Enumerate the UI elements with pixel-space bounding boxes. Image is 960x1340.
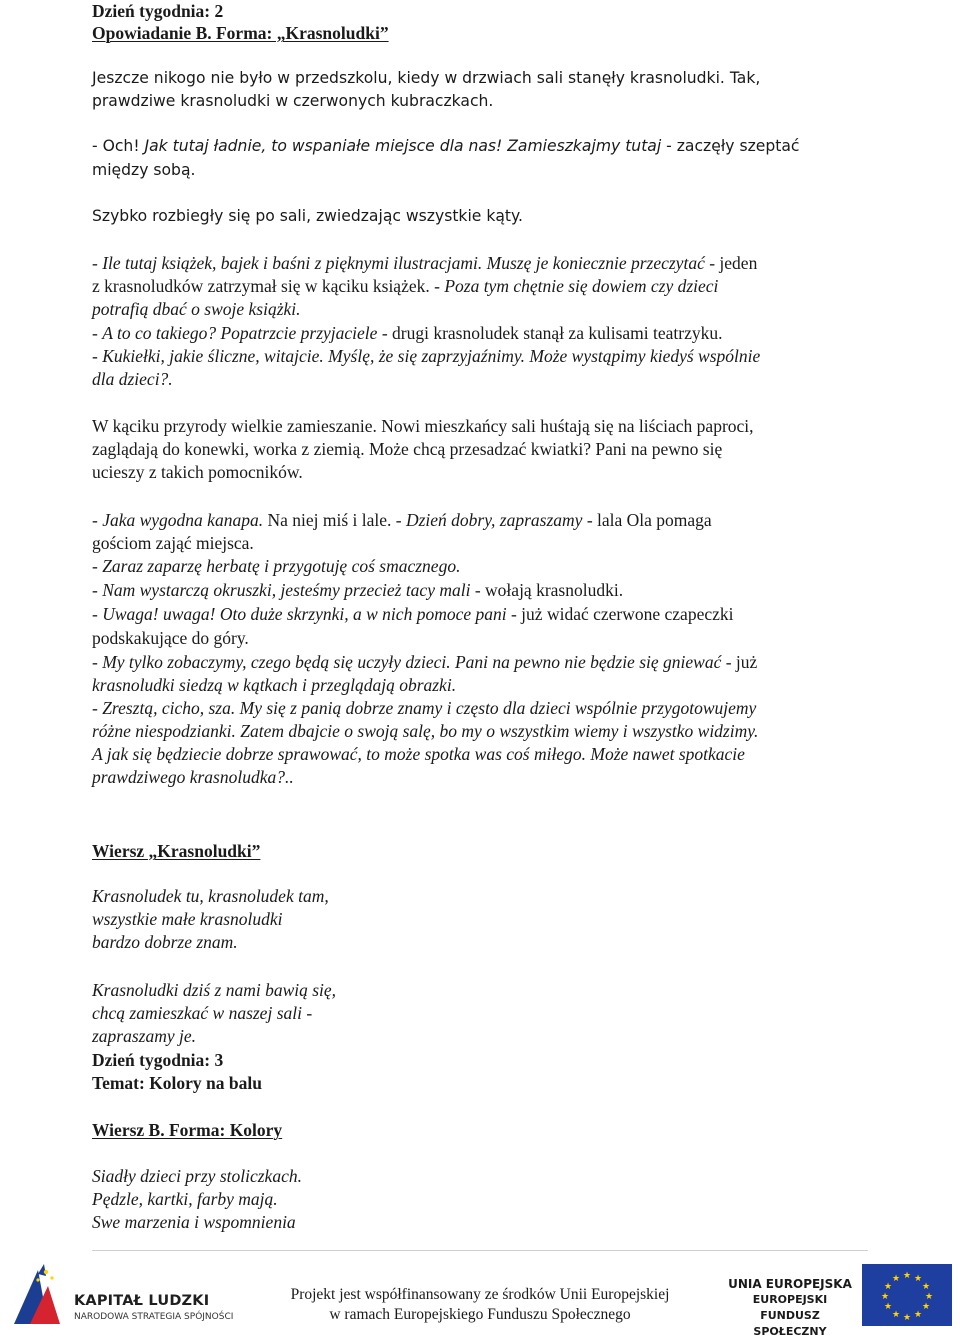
eu-fund-label <box>725 1276 855 1340</box>
day-heading-3: Dzień tygodnia: 3 <box>92 1050 224 1070</box>
kapital-ludzki-subtitle: NARODOWA STRATEGIA SPÓJNOŚCI <box>74 1312 234 1322</box>
story-text: - <box>92 604 103 624</box>
svg-text:★: ★ <box>913 1274 923 1284</box>
story-line <box>92 603 733 625</box>
story-line <box>92 509 712 531</box>
svg-text:★: ★ <box>883 1302 893 1312</box>
story-line: gościom zająć miejsca. <box>92 533 254 553</box>
svg-text:★: ★ <box>883 1282 893 1292</box>
story-text: - <box>92 698 103 718</box>
poem-line: Krasnoludki dziś z nami bawią się, <box>92 980 337 1000</box>
svg-text:★: ★ <box>924 1292 934 1302</box>
story-dialogue: Jaka wygodna kanapa. <box>102 510 264 530</box>
poem-line: Siadły dzieci przy stoliczkach. <box>92 1166 302 1186</box>
poem-line: Swe marzenia i wspomnienia <box>92 1212 296 1232</box>
funding-line: w ramach Europejskiego Funduszu Społecznego <box>329 1306 631 1323</box>
story-text: - już <box>721 652 758 672</box>
story-line: prawdziwego krasnoludka?.. <box>92 767 294 787</box>
topic-heading: Temat: Kolory na balu <box>92 1073 262 1093</box>
story-text: - <box>92 253 103 273</box>
poem-title: Wiersz B. Forma: Kolory <box>92 1120 283 1140</box>
story-line <box>92 252 757 274</box>
story-dialogue: Kukiełki, jakie śliczne, witajcie. Myślę, że się zaprzyjaźnimy. Może wystąpimy kiedyś wspólnie <box>102 346 761 366</box>
story-dialogue: My tylko zobaczymy, czego będą się uczyły dzieci. Pani na pewno nie będzie się gniewać <box>102 652 722 672</box>
svg-text:★: ★ <box>891 1274 901 1284</box>
story-line <box>92 579 623 601</box>
story-line <box>92 345 760 367</box>
poem-line: bardzo dobrze znam. <box>92 932 238 952</box>
story-line: podskakujące do góry. <box>92 628 249 648</box>
story-line: A jak się będziecie dobrze sprawować, to może spotka was coś miłego. Może nawet spotkacie <box>92 744 745 764</box>
poem-title: Wiersz „Krasnoludki” <box>92 841 261 861</box>
story-dialogue: Jak tutaj ładnie, to wspaniałe miejsce dla nas! Zamieszkajmy tutaj <box>144 137 662 155</box>
story-line: W kąciku przyrody wielkie zamieszanie. Nowi mieszkańcy sali huśtają się na liściach paproci, <box>92 416 754 436</box>
svg-text:★: ★ <box>902 1271 912 1281</box>
poem-line: Pędzle, kartki, farby mają. <box>92 1189 278 1209</box>
page-footer <box>0 1250 960 1338</box>
story-dialogue: Dzień dobry, zapraszamy <box>405 510 583 530</box>
story-text: - jeden <box>704 253 758 273</box>
story-line: zaglądają do konewki, worka z ziemią. Może chcą przesadzać kwiatki? Pani na pewno się <box>92 439 723 459</box>
story-dialogue: Zaraz zaparzę herbatę i przygotuję coś smacznego. <box>102 556 461 576</box>
story-line: różne niespodzianki. Zatem dbajcie o swoją salę, bo my o wszystkim wiemy i wszystko widzimy. <box>92 721 759 741</box>
poem-line: wszystkie małe krasnoludki <box>92 909 283 929</box>
story-dialogue: Nam wystarczą okruszki, jesteśmy przecież tacy mali <box>102 580 471 600</box>
story-line: krasnoludki siedzą w kątkach i przeglądają obrazki. <box>92 675 457 695</box>
story-text: - <box>92 580 103 600</box>
story-text: - <box>92 323 103 343</box>
story-line <box>92 322 722 344</box>
story-line: potrafią dbać o swoje książki. <box>92 299 301 319</box>
eu-label-line: UNIA EUROPEJSKA <box>728 1277 852 1291</box>
story-line: ucieszy z takich pomocników. <box>92 462 303 482</box>
svg-text:★: ★ <box>913 1310 923 1320</box>
funding-line: Projekt jest współfinansowany ze środków Unii Europejskiej <box>290 1286 670 1303</box>
poem-line: Krasnoludek tu, krasnoludek tam, <box>92 886 329 906</box>
story-line: prawdziwe krasnoludki w czerwonych kubraczkach. <box>92 92 494 110</box>
kapital-ludzki-emblem-icon <box>8 1260 66 1324</box>
story-dialogue: Ile tutaj książek, bajek i baśni z pięknymi ilustracjami. Muszę je koniecznie przeczytać <box>102 253 705 273</box>
kapital-ludzki-name: KAPITAŁ LUDZKI <box>74 1293 210 1309</box>
poem-line: zapraszamy je. <box>92 1026 197 1046</box>
story-line: dla dzieci?. <box>92 369 173 389</box>
story-line <box>92 275 718 297</box>
footer-divider <box>92 1250 868 1251</box>
story-text: - <box>92 556 103 576</box>
svg-text:★: ★ <box>880 1292 890 1302</box>
story-text: - wołają krasnoludki. <box>470 580 624 600</box>
story-dialogue: Uwaga! uwaga! Oto duże skrzynki, a w nich pomoce pani <box>102 604 507 624</box>
story-text: - <box>92 346 103 366</box>
story-text: Na niej miś i lale. - <box>263 510 406 530</box>
story-text: - zaczęły szeptać <box>661 137 800 155</box>
story-title: Opowiadanie B. Forma: „Krasnoludki” <box>92 23 389 43</box>
story-text: - drugi krasnoludek stanął za kulisami teatrzyku. <box>377 323 723 343</box>
svg-text:★: ★ <box>921 1282 931 1292</box>
svg-text:★: ★ <box>921 1302 931 1312</box>
eu-label-line: FUNDUSZ SPOŁECZNY <box>753 1309 827 1338</box>
story-line <box>92 651 757 673</box>
story-text: - <box>92 510 103 530</box>
story-text: - Och! <box>92 137 145 155</box>
svg-text:★: ★ <box>891 1310 901 1320</box>
kapital-ludzki-logo <box>8 1260 238 1328</box>
poem-line: chcą zamieszkać w naszej sali - <box>92 1003 313 1023</box>
story-text: - <box>92 652 103 672</box>
story-line <box>92 135 800 157</box>
story-line: Jeszcze nikogo nie było w przedszkolu, kiedy w drzwiach sali stanęły krasnoludki. Tak, <box>92 69 761 87</box>
eu-flag-icon <box>862 1264 952 1326</box>
story-line: Szybko rozbiegły się po sali, zwiedzając wszystkie kąty. <box>92 207 524 225</box>
story-text: - już widać czerwone czapeczki <box>506 604 734 624</box>
day-heading-2: Dzień tygodnia: 2 <box>92 1 224 21</box>
story-line: między sobą. <box>92 161 196 179</box>
story-dialogue: Zresztą, cicho, sza. My się z panią dobrze znamy i często dla dzieci wspólnie przygotowujemy <box>102 698 757 718</box>
story-dialogue: Poza tym chętnie się dowiem czy dzieci <box>444 276 719 296</box>
story-dialogue: A to co takiego? Popatrzcie przyjaciele <box>102 323 378 343</box>
story-line <box>92 555 460 577</box>
eu-label-line: EUROPEJSKI <box>752 1293 828 1306</box>
svg-text:★: ★ <box>902 1313 912 1323</box>
story-line <box>92 697 756 719</box>
story-text: - lala Ola pomaga <box>582 510 712 530</box>
story-text: z krasnoludków zatrzymał się w kąciku książek. - <box>92 276 445 296</box>
